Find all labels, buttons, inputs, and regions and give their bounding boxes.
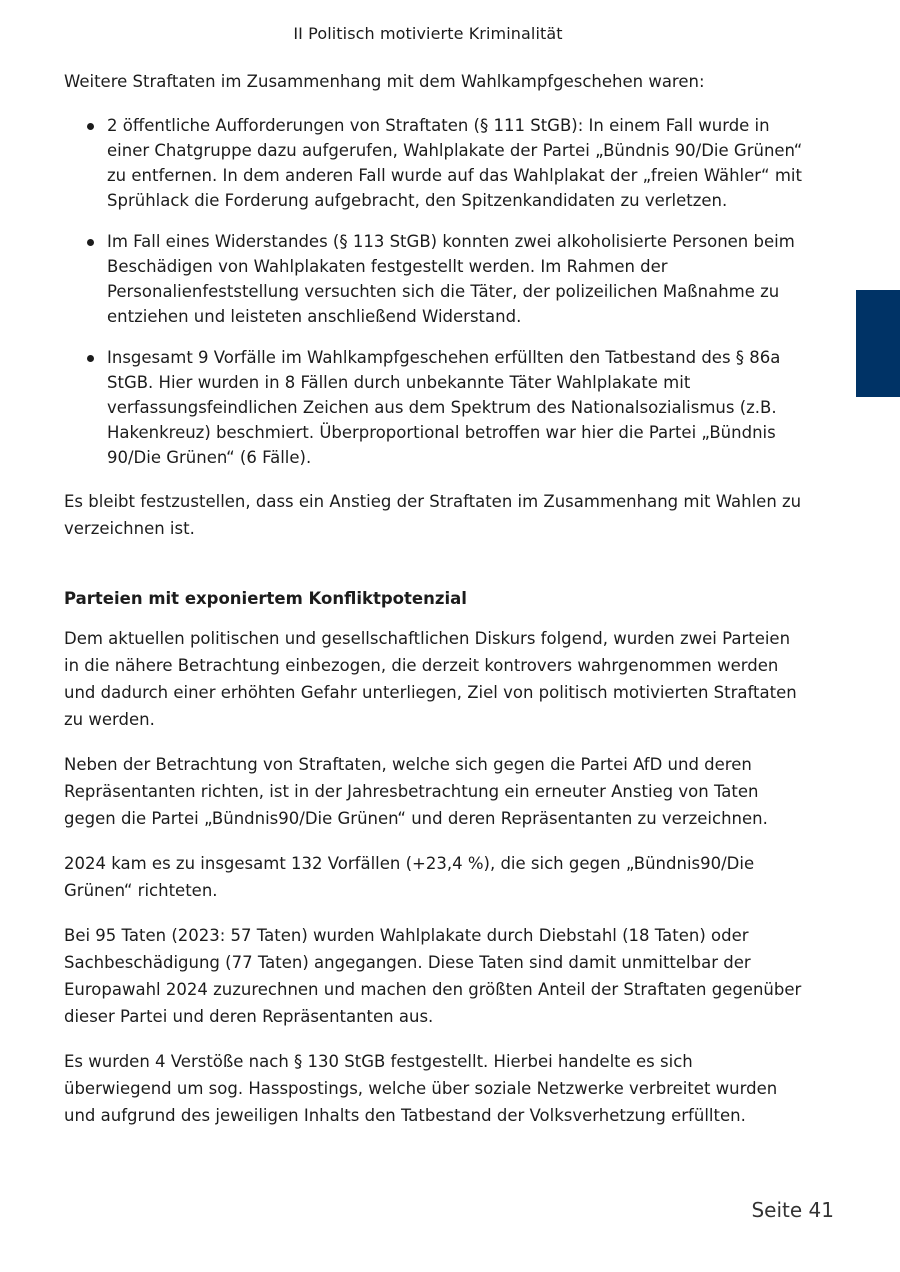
intro-paragraph: Weitere Straftaten im Zusammenhang mit dem Wahlkampfgeschehen waren: — [64, 72, 705, 91]
section-paragraph: 2024 kam es zu insgesamt 132 Vorfällen (+23,4 %), die sich gegen „Bündnis90/Die Grünen“ richteten. — [64, 854, 755, 900]
conclusion-paragraph: Es bleibt festzustellen, dass ein Anstieg der Straftaten im Zusammenhang mit Wahlen zu verzeichnen ist. — [64, 492, 802, 538]
section-heading: Parteien mit exponiertem Konfliktpotenzial — [64, 589, 467, 608]
page-content — [64, 68, 804, 1147]
section-paragraph: Bei 95 Taten (2023: 57 Taten) wurden Wahlplakate durch Diebstahl (18 Taten) oder Sachbeschädigung (77 Taten) angegangen. Diese Taten sind damit unmittelbar der Europawahl 2024 zuzurechnen und machen den größten Anteil der Straftaten gegenüber dieser Partei und deren Repräsentanten aus. — [64, 926, 802, 1026]
list-item: Im Fall eines Widerstandes (§ 113 StGB) konnten zwei alkoholisierte Personen beim Beschädigen von Wahlplakaten festgestellt werden. Im Rahmen der Personalienfeststellung versuchten sich die Täter, der polizeilichen Maßnahme zu entziehen und leisteten anschließend Widerstand. — [64, 229, 804, 329]
page-header: II Politisch motivierte Kriminalität — [293, 24, 563, 43]
section-paragraph: Neben der Betrachtung von Straftaten, welche sich gegen die Partei AfD und deren Repräsentanten richten, ist in der Jahresbetrachtung ein erneuter Anstieg von Taten gegen die Partei „Bündnis90/Die Grünen“ und deren Repräsentanten zu verzeichnen. — [64, 755, 768, 828]
page-number: Seite 41 — [751, 1198, 834, 1222]
chapter-side-tab — [856, 290, 900, 397]
list-item: Insgesamt 9 Vorfälle im Wahlkampfgeschehen erfüllten den Tatbestand des § 86a StGB. Hier wurden in 8 Fällen durch unbekannte Täter Wahlplakate mit verfassungsfeindlichen Zeichen aus dem Spektrum des Nationalsozialismus (z.B. Hakenkreuz) beschmiert. Überproportional betroffen war hier die Partei „Bündnis 90/Die Grünen“ (6 Fälle). — [64, 345, 804, 470]
list-item: 2 öffentliche Aufforderungen von Straftaten (§ 111 StGB): In einem Fall wurde in einer Chatgruppe dazu aufgerufen, Wahlplakate der Partei „Bündnis 90/Die Grünen“ zu entfernen. In dem anderen Fall wurde auf das Wahlplakat der „freien Wähler“ mit Sprühlack die Forderung aufgebracht, den Spitzenkandidaten zu verletzen. — [64, 113, 804, 213]
bullet-list — [64, 113, 804, 470]
section-paragraph: Es wurden 4 Verstöße nach § 130 StGB festgestellt. Hierbei handelte es sich überwiegend um sog. Hasspostings, welche über soziale Netzwerke verbreitet wurden und aufgrund des jeweiligen Inhalts den Tatbestand der Volksverhetzung erfüllten. — [64, 1052, 778, 1125]
section-paragraph: Dem aktuellen politischen und gesellschaftlichen Diskurs folgend, wurden zwei Parteien in die nähere Betrachtung einbezogen, die derzeit kontrovers wahrgenommen werden und dadurch einer erhöhten Gefahr unterliegen, Ziel von politisch motivierten Straftaten zu werden. — [64, 629, 797, 729]
